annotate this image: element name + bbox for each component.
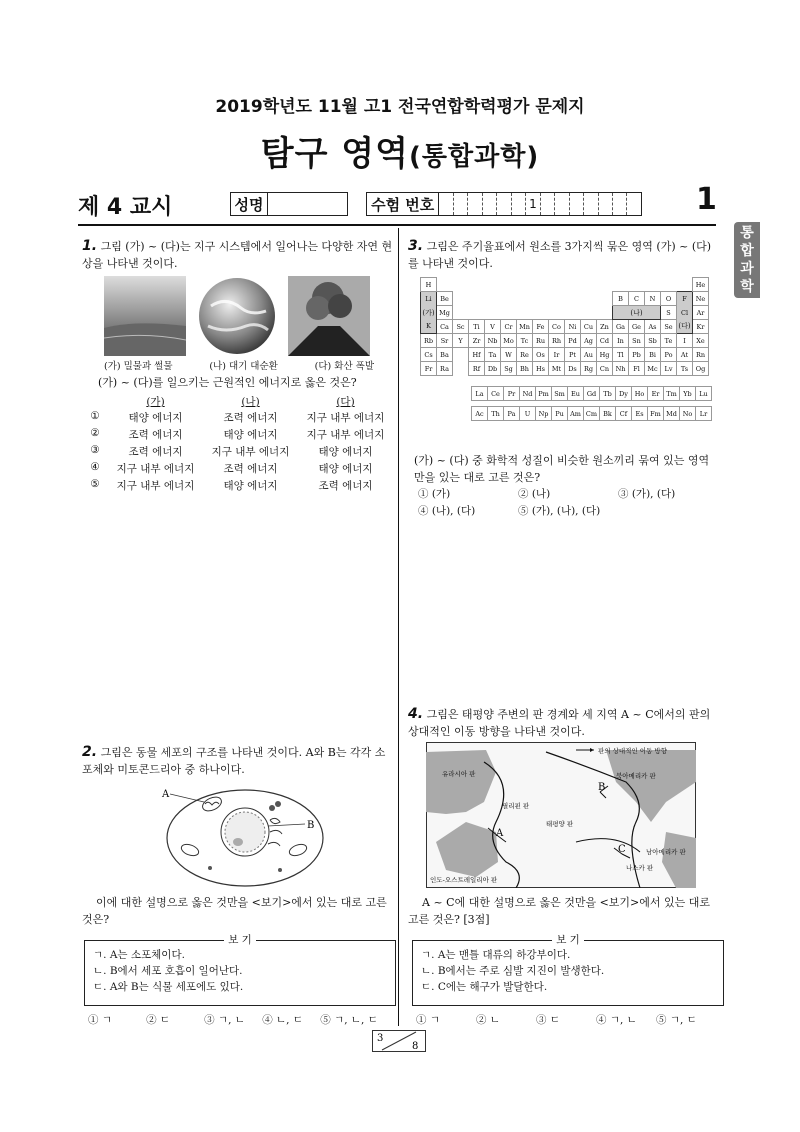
element-cell: Og — [693, 362, 709, 376]
option-cell: 조력 에너지 — [223, 412, 278, 424]
title-main: 탐구 영역 — [260, 134, 409, 174]
element-cell: Nb — [485, 334, 501, 348]
element-cell: Lu — [696, 387, 712, 401]
exam-number-field[interactable] — [366, 192, 642, 216]
question-3-answers — [418, 486, 718, 520]
element-cell: Sb — [645, 334, 661, 348]
question-4-answers — [416, 1012, 716, 1027]
element-cell: Kr — [693, 320, 709, 334]
element-cell: Tb — [600, 387, 616, 401]
element-cell: I — [677, 334, 693, 348]
element-cell: Pa — [504, 407, 520, 421]
option-cell: 조력 에너지 — [128, 446, 183, 458]
bogi-item: ㄴ. B에서는 주로 심발 지진이 발생한다. — [421, 965, 605, 977]
col-header: (가) — [146, 396, 165, 408]
element-cell: Cs — [421, 348, 437, 362]
element-cell: Nh — [613, 362, 629, 376]
element-cell: Lr — [696, 407, 712, 421]
total-pages: 8 — [412, 1041, 419, 1052]
element-cell: Cr — [501, 320, 517, 334]
element-cell: Rg — [581, 362, 597, 376]
option-cell: 조력 에너지 — [318, 480, 373, 492]
exam-digit-cell — [613, 193, 627, 215]
element-cell: Mt — [549, 362, 565, 376]
element-cell: Ds — [565, 362, 581, 376]
answer-option[interactable]: ③ ㄷ — [536, 1014, 560, 1026]
element-cell: Po — [661, 348, 677, 362]
option-cell: 태양 에너지 — [223, 480, 278, 492]
element-cell: Pb — [629, 348, 645, 362]
element-cell: U — [520, 407, 536, 421]
option-mark: ③ — [90, 444, 100, 456]
answer-option[interactable]: ② ㄷ — [146, 1014, 171, 1026]
question-2-stem — [82, 744, 394, 778]
periodic-table — [420, 277, 712, 421]
option-row[interactable] — [82, 410, 394, 427]
question-1-stem — [82, 238, 394, 272]
answer-option[interactable]: ① ㄱ — [88, 1014, 112, 1026]
element-cell: Zr — [469, 334, 485, 348]
answer-option[interactable]: ④ ㄱ, ㄴ — [596, 1014, 637, 1026]
name-label: 성명 — [231, 193, 268, 215]
option-cell: 태양 에너지 — [128, 412, 183, 424]
option-row[interactable] — [82, 461, 394, 478]
side-tab-char: 통 — [740, 225, 754, 241]
element-cell: Bh — [517, 362, 533, 376]
element-cell: Pu — [552, 407, 568, 421]
option-mark: ⑤ — [90, 478, 100, 490]
question-2-answers — [88, 1012, 388, 1027]
element-cell: Mo — [501, 334, 517, 348]
element-cell: Ge — [629, 320, 645, 334]
empty-cell — [453, 348, 469, 362]
element-cell: Hs — [533, 362, 549, 376]
question-text: 그림은 태평양 주변의 판 경계와 세 지역 A ~ C에서의 판의 상대적인 이동 방향을 나타낸 것이다. — [408, 708, 711, 738]
exam-digit-cell: 1 — [526, 193, 540, 215]
element-cell: Mn — [517, 320, 533, 334]
region-a-label: (가) — [421, 306, 437, 320]
option-cell: 지구 내부 에너지 — [116, 463, 195, 475]
element-cell: S — [661, 306, 677, 320]
column-divider — [398, 228, 399, 1026]
tide-photo — [104, 276, 186, 356]
bogi-item: ㄷ. A와 B는 식물 세포에도 있다. — [93, 981, 244, 993]
question-1-prompt: (가) ~ (다)를 일으키는 근원적인 에너지로 옳은 것은? — [98, 376, 357, 389]
element-cell: Xe — [693, 334, 709, 348]
element-cell: Fm — [648, 407, 664, 421]
element-cell: N — [645, 292, 661, 306]
plate-label: 인도-오스트레일리아 판 — [430, 876, 498, 884]
side-tab-char: 합 — [740, 243, 754, 259]
exam-digit-cell — [541, 193, 555, 215]
element-cell: Ni — [565, 320, 581, 334]
element-cell: Rf — [469, 362, 485, 376]
element-cell: Rn — [693, 348, 709, 362]
element-cell: Ra — [437, 362, 453, 376]
element-cell: Sm — [552, 387, 568, 401]
answer-option[interactable]: ① ㄱ — [416, 1014, 440, 1026]
side-tab-char: 학 — [740, 279, 754, 295]
element-cell: Ag — [581, 334, 597, 348]
element-cell: Cm — [584, 407, 600, 421]
question-3-prompt: (가) ~ (다) 중 화학적 성질이 비슷한 원소끼리 묶여 있는 영역만을 있는 대로 고른 것은? — [414, 454, 710, 484]
question-1-options — [82, 394, 394, 495]
plate-label: 태평양 판 — [546, 820, 574, 828]
option-cell: 지구 내부 에너지 — [306, 412, 385, 424]
element-cell: Lv — [661, 362, 677, 376]
element-cell: Fe — [533, 320, 549, 334]
element-cell: Cl — [677, 306, 693, 320]
question-number: 1. — [82, 238, 98, 254]
element-cell: Eu — [568, 387, 584, 401]
question-4-stem — [408, 706, 720, 740]
element-cell: Tl — [613, 348, 629, 362]
element-cell: Sc — [453, 320, 469, 334]
element-cell: Ne — [693, 292, 709, 306]
element-cell: Am — [568, 407, 584, 421]
bogi-item: ㄷ. C에는 해구가 발달한다. — [421, 981, 548, 993]
element-cell: Pt — [565, 348, 581, 362]
caption: (가) 밀물과 썰물 — [104, 361, 173, 372]
element-cell: Yb — [680, 387, 696, 401]
plate-label: 필리핀 판 — [502, 802, 530, 810]
col-header: (다) — [336, 396, 355, 408]
element-cell: C — [629, 292, 645, 306]
bogi-title: 보 기 — [224, 934, 256, 946]
periodic-table-grid — [420, 277, 709, 376]
option-mark: ① — [90, 410, 100, 422]
exam-digit-cell — [512, 193, 526, 215]
element-cell: Ca — [437, 320, 453, 334]
side-tab-char: 과 — [740, 261, 754, 277]
header-rule — [78, 224, 716, 226]
question-number: 3. — [408, 238, 424, 254]
exam-digit-cell — [497, 193, 511, 215]
element-cell: Tm — [664, 387, 680, 401]
answer-option[interactable]: ④ ㄴ, ㄷ — [262, 1014, 303, 1026]
element-cell: Cf — [616, 407, 632, 421]
element-cell: Th — [488, 407, 504, 421]
answer-option[interactable]: ⑤ ㄱ, ㄷ — [656, 1014, 697, 1026]
element-cell: Te — [661, 334, 677, 348]
option-cell: 태양 에너지 — [318, 446, 373, 458]
element-cell: Rb — [421, 334, 437, 348]
period-label: 제 4 교시 — [78, 195, 173, 220]
element-cell: Pr — [504, 387, 520, 401]
element-cell: Tc — [517, 334, 533, 348]
element-cell: O — [661, 292, 677, 306]
exam-digit-cell — [483, 193, 497, 215]
element-cell: Fl — [629, 362, 645, 376]
option-cell: 태양 에너지 — [318, 463, 373, 475]
option-row[interactable] — [82, 478, 394, 495]
page-counter — [372, 1030, 426, 1052]
element-cell: Hf — [469, 348, 485, 362]
element-cell: Y — [453, 334, 469, 348]
point-b: B — [598, 782, 606, 793]
option-cell: 지구 내부 에너지 — [211, 446, 290, 458]
question-number: 4. — [408, 706, 424, 722]
element-cell: Ac — [472, 407, 488, 421]
lanthanide-actinide-grid — [471, 386, 712, 421]
element-cell: Ti — [469, 320, 485, 334]
point-c: C — [618, 844, 626, 855]
element-cell: W — [501, 348, 517, 362]
col-header: (나) — [241, 396, 260, 408]
exam-number-label: 수험 번호 — [367, 193, 439, 215]
element-cell: B — [613, 292, 629, 306]
plate-label: 북아메리카 판 — [616, 772, 656, 780]
answer-option[interactable]: ① (가) — [418, 488, 451, 500]
question-text: 그림은 동물 세포의 구조를 나타낸 것이다. A와 B는 각각 소포체와 미토콘드리아 중 하나이다. — [82, 746, 386, 776]
empty-cell — [453, 362, 469, 376]
element-cell: Sg — [501, 362, 517, 376]
element-cell: Db — [485, 362, 501, 376]
question-text: 그림은 주기율표에서 원소를 3가지씩 묶은 영역 (가) ~ (다)를 나타낸 것이다. — [408, 240, 712, 270]
element-cell: Ba — [437, 348, 453, 362]
answer-option[interactable]: ② (나) — [518, 488, 551, 500]
element-cell: Se — [661, 320, 677, 334]
element-cell: Pm — [536, 387, 552, 401]
element-cell: Os — [533, 348, 549, 362]
exam-digit-cell — [454, 193, 468, 215]
question-3-stem — [408, 238, 720, 272]
element-cell: Sn — [629, 334, 645, 348]
element-cell: Cn — [597, 362, 613, 376]
exam-digit-cell — [570, 193, 584, 215]
element-cell: Mg — [437, 306, 453, 320]
region-c-label: (다) — [677, 320, 693, 334]
question-4-bogi-box — [412, 934, 724, 1006]
element-cell: V — [485, 320, 501, 334]
exam-title — [0, 126, 800, 175]
element-cell: Cu — [581, 320, 597, 334]
option-cell: 지구 내부 에너지 — [116, 480, 195, 492]
element-cell: Ho — [632, 387, 648, 401]
option-header-row — [82, 394, 394, 410]
label-a: A — [162, 789, 170, 800]
title-sub: (통합과학) — [408, 142, 540, 172]
bogi-item: ㄴ. B에서 세포 호흡이 일어난다. — [93, 965, 243, 977]
element-cell: In — [613, 334, 629, 348]
option-row[interactable] — [82, 427, 394, 444]
element-cell: No — [680, 407, 696, 421]
element-cell: Nd — [520, 387, 536, 401]
element-cell: He — [693, 278, 709, 292]
element-cell: H — [421, 278, 437, 292]
point-a: A — [496, 828, 504, 839]
element-cell: Ts — [677, 362, 693, 376]
page-number: 1 — [696, 182, 717, 217]
element-cell: Np — [536, 407, 552, 421]
exam-digit-cell — [468, 193, 482, 215]
element-cell: Bi — [645, 348, 661, 362]
pbox-title — [413, 932, 723, 948]
element-cell: Sr — [437, 334, 453, 348]
region-b-label: (나) — [613, 306, 661, 320]
element-cell: Au — [581, 348, 597, 362]
element-cell: La — [472, 387, 488, 401]
element-cell: Dy — [616, 387, 632, 401]
answer-option[interactable]: ② ㄴ — [476, 1014, 500, 1026]
element-cell: Zn — [597, 320, 613, 334]
element-cell: Ga — [613, 320, 629, 334]
exam-digit-cell — [584, 193, 598, 215]
element-cell: Hg — [597, 348, 613, 362]
exam-digit-cell — [439, 193, 453, 215]
exam-digit-cell — [627, 193, 640, 215]
element-cell: Gd — [584, 387, 600, 401]
element-cell: Co — [549, 320, 565, 334]
answer-option[interactable]: ⑤ ㄱ, ㄴ, ㄷ — [320, 1014, 378, 1026]
caption: (다) 화산 폭발 — [314, 361, 374, 372]
element-cell: Cd — [597, 334, 613, 348]
option-cell: 조력 에너지 — [128, 429, 183, 441]
element-cell: At — [677, 348, 693, 362]
photo-captions — [104, 358, 374, 375]
element-cell: Ir — [549, 348, 565, 362]
option-mark: ② — [90, 427, 100, 439]
earth-photo — [196, 276, 278, 356]
element-cell: Rh — [549, 334, 565, 348]
current-page: 3 — [377, 1033, 384, 1044]
caption: (나) 대기 대순환 — [209, 361, 278, 372]
question-2-prompt: 이에 대한 설명으로 옳은 것만을 <보기>에서 있는 대로 고른 것은? — [82, 896, 387, 926]
pbox-title — [85, 932, 395, 948]
answer-option[interactable]: ⑤ (가), (나), (다) — [518, 505, 601, 517]
map-legend: 판의 상대적인 이동 방향 — [598, 747, 667, 755]
answer-option[interactable]: ④ (나), (다) — [418, 505, 476, 517]
question-number: 2. — [82, 744, 98, 760]
element-cell: F — [677, 292, 693, 306]
element-cell: Ta — [485, 348, 501, 362]
element-cell: Be — [437, 292, 453, 306]
question-2-bogi-box — [84, 934, 396, 1006]
element-cell: K — [421, 320, 437, 334]
element-cell: Ce — [488, 387, 504, 401]
option-row[interactable] — [82, 444, 394, 461]
bogi-item: ㄱ. A는 소포체이다. — [93, 949, 185, 961]
exam-digit-cell — [555, 193, 569, 215]
exam-digit-cell — [599, 193, 613, 215]
option-mark: ④ — [90, 461, 100, 473]
element-cell: Fr — [421, 362, 437, 376]
option-cell: 지구 내부 에너지 — [306, 429, 385, 441]
plate-label: 유라시아 판 — [442, 770, 476, 778]
exam-subtitle: 2019학년도 11월 고1 전국연합학력평가 문제지 — [215, 97, 585, 117]
volcano-photo — [288, 276, 370, 356]
name-field[interactable] — [230, 192, 348, 216]
question-4-prompt: A ~ C에 대한 설명으로 옳은 것만을 <보기>에서 있는 대로 고른 것은? [3점] — [408, 896, 710, 926]
subject-side-tab — [734, 222, 760, 298]
element-cell: Er — [648, 387, 664, 401]
element-cell: Mc — [645, 362, 661, 376]
animal-cell-diagram — [150, 780, 330, 890]
element-cell: Li — [421, 292, 437, 306]
answer-option[interactable]: ③ ㄱ, ㄴ — [204, 1014, 245, 1026]
question-text: 그림 (가) ~ (다)는 지구 시스템에서 일어나는 다양한 자연 현상을 나타낸 것이다. — [82, 240, 393, 270]
answer-option[interactable]: ③ (가), (다) — [618, 488, 676, 500]
label-b: B — [307, 820, 315, 831]
element-cell: Re — [517, 348, 533, 362]
element-cell: As — [645, 320, 661, 334]
element-cell: Bk — [600, 407, 616, 421]
bogi-item: ㄱ. A는 맨틀 대류의 하강부이다. — [421, 949, 571, 961]
element-cell: Pd — [565, 334, 581, 348]
pacific-plate-map — [426, 742, 696, 888]
option-cell: 태양 에너지 — [223, 429, 278, 441]
plate-label: 나스카 판 — [626, 864, 654, 872]
element-cell: Ru — [533, 334, 549, 348]
bogi-title: 보 기 — [552, 934, 584, 946]
element-cell: Es — [632, 407, 648, 421]
option-cell: 조력 에너지 — [223, 463, 278, 475]
element-cell: Ar — [693, 306, 709, 320]
plate-label: 남아메리카 판 — [646, 848, 686, 856]
element-cell: Md — [664, 407, 680, 421]
